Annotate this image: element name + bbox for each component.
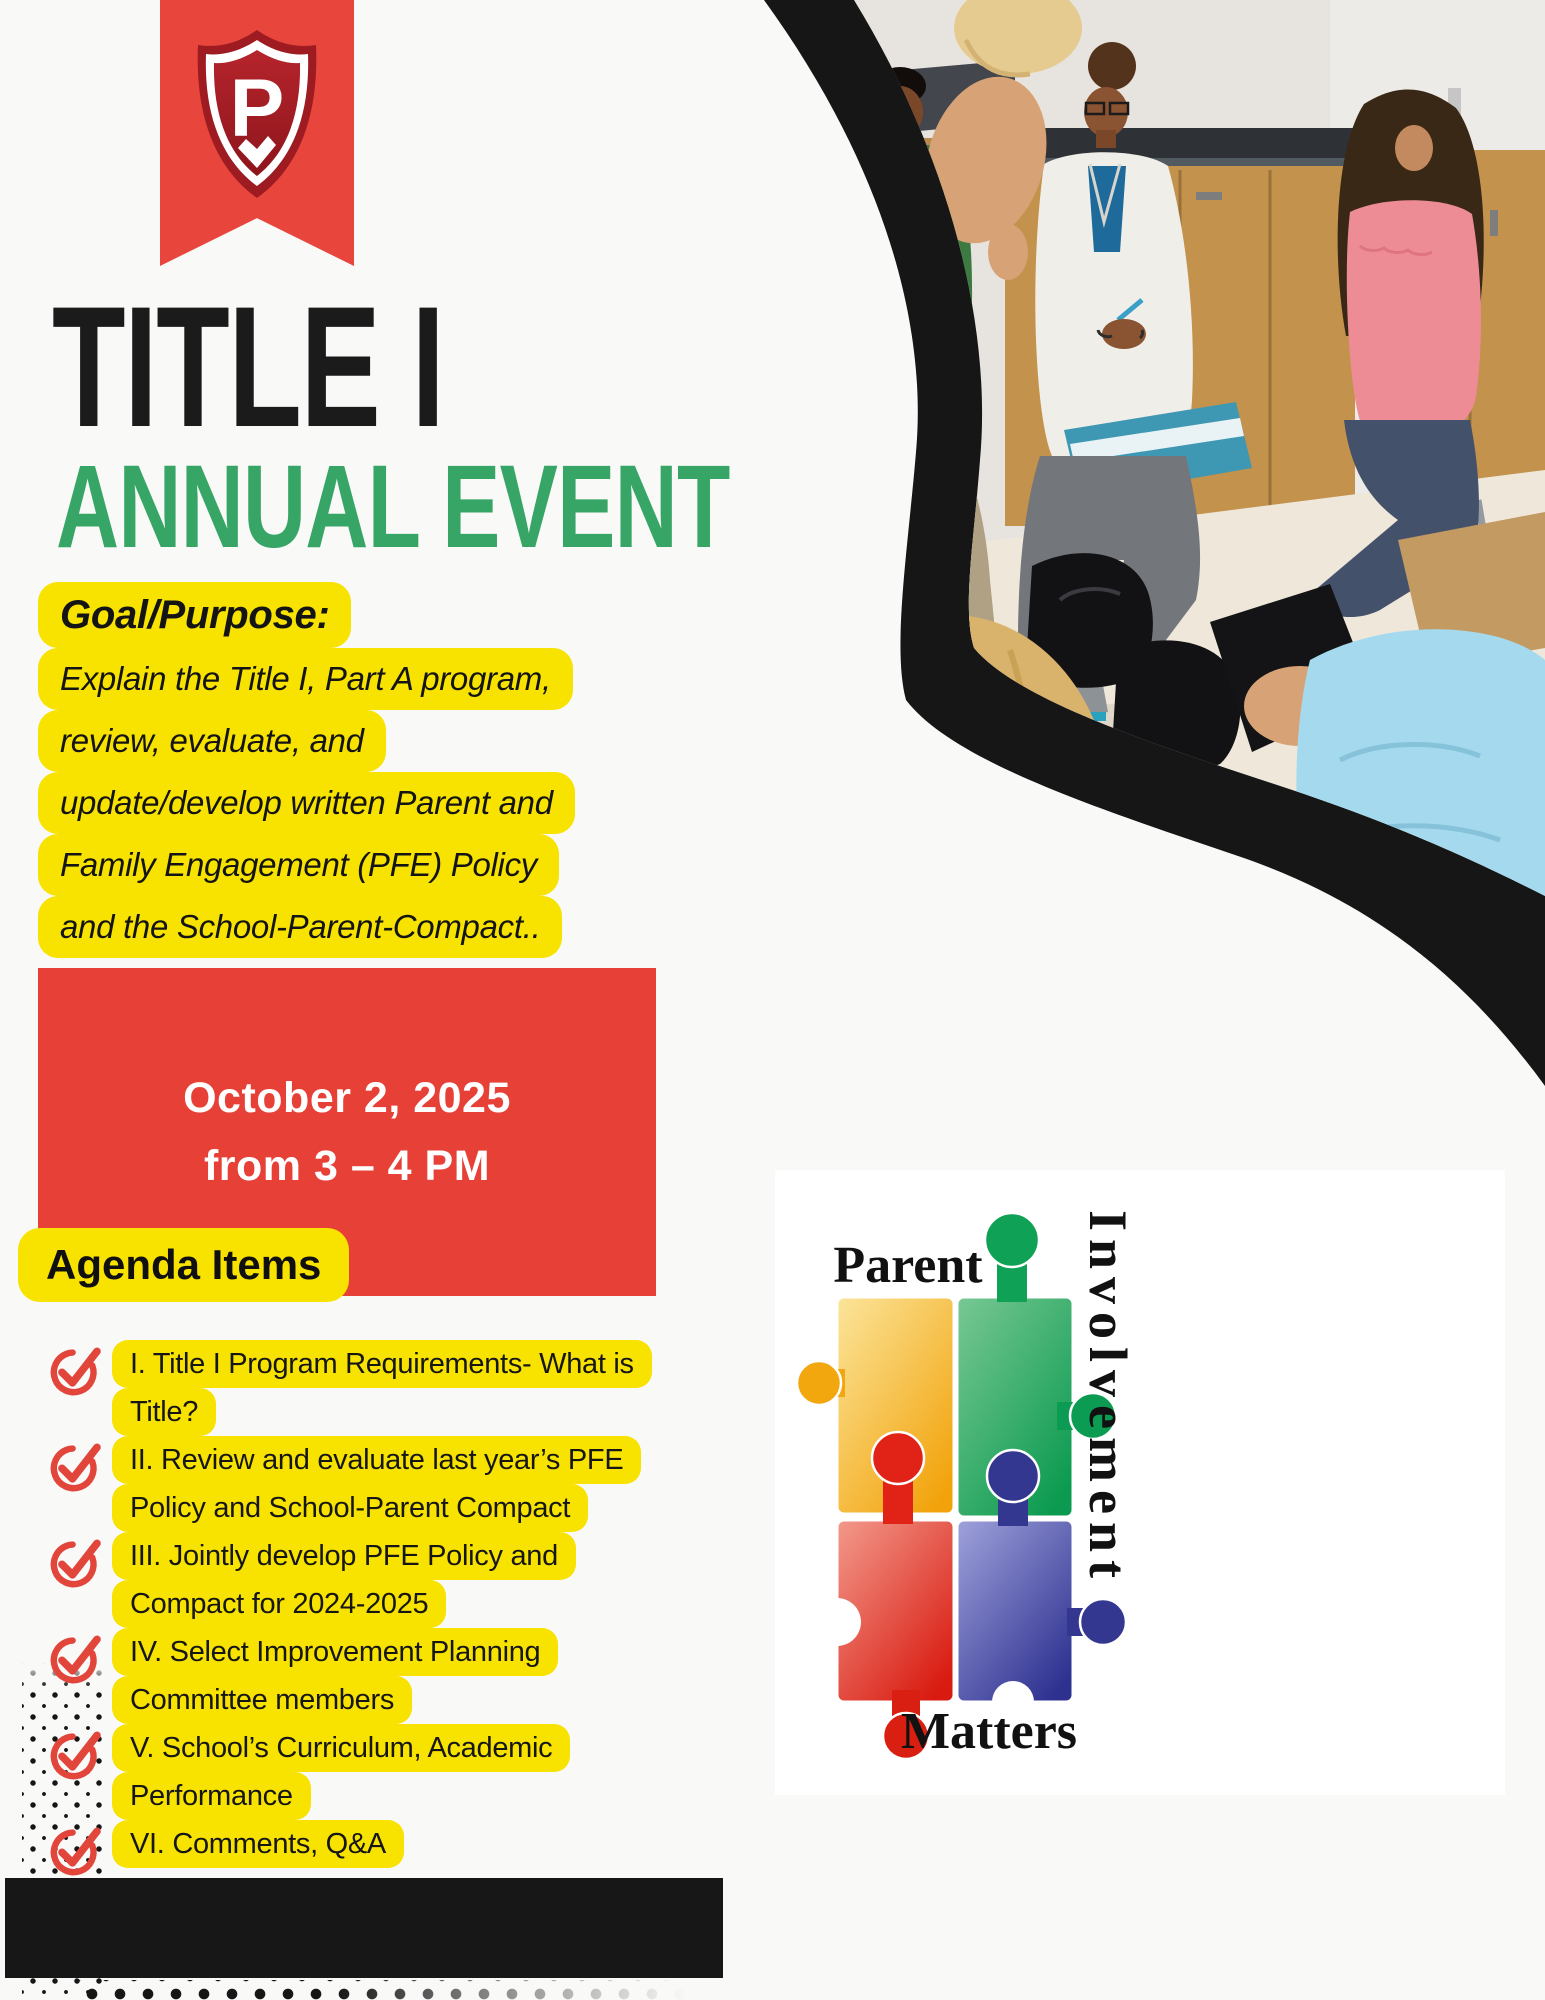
check-circle-icon xyxy=(48,1630,104,1686)
logo-letter: P xyxy=(229,63,285,154)
agenda-item xyxy=(48,1724,652,1820)
goal-line: and the School-Parent-Compact.. xyxy=(38,896,562,958)
agenda-line: Committee members xyxy=(112,1676,412,1724)
agenda-line: V. School’s Curriculum, Academic xyxy=(112,1724,570,1772)
agenda-heading: Agenda Items xyxy=(18,1228,349,1302)
agenda-line: VI. Comments, Q&A xyxy=(112,1820,404,1868)
event-date: October 2, 2025 xyxy=(183,1074,511,1122)
puzzle-word-right: Involvement xyxy=(1078,1210,1138,1586)
agenda-item xyxy=(48,1532,652,1628)
footer-bar xyxy=(5,1878,723,1978)
goal-line: update/develop written Parent and xyxy=(38,772,575,834)
check-circle-icon xyxy=(48,1822,104,1878)
puzzle-piece-blue xyxy=(957,1520,1073,1702)
goal-line: Explain the Title I, Part A program, xyxy=(38,648,573,710)
check-circle-icon xyxy=(48,1534,104,1590)
goal-line: review, evaluate, and xyxy=(38,710,386,772)
goal-purpose-block xyxy=(38,582,575,958)
agenda-line: Compact for 2024-2025 xyxy=(112,1580,446,1628)
agenda-line: III. Jointly develop PFE Policy and xyxy=(112,1532,576,1580)
check-circle-icon xyxy=(48,1438,104,1494)
goal-heading: Goal/Purpose: xyxy=(38,582,351,648)
agenda-item xyxy=(48,1436,652,1532)
puzzle-card xyxy=(775,1170,1505,1795)
puzzle-graphic xyxy=(775,1170,1505,1795)
shield-logo-icon xyxy=(191,26,323,202)
halftone-dots-bottom xyxy=(78,1980,718,2000)
agenda-line: II. Review and evaluate last year’s PFE xyxy=(112,1436,641,1484)
agenda-item xyxy=(48,1628,652,1724)
page-title: TITLE I xyxy=(52,271,444,463)
agenda-line: Title? xyxy=(112,1388,216,1436)
page-subtitle: ANNUAL EVENT xyxy=(56,441,730,573)
agenda-line: Policy and School-Parent Compact xyxy=(112,1484,588,1532)
agenda-item xyxy=(48,1820,652,1878)
event-time: from 3 – 4 PM xyxy=(203,1142,491,1190)
agenda-line: IV. Select Improvement Planning xyxy=(112,1628,558,1676)
agenda-list xyxy=(48,1340,652,1878)
puzzle-word-top: Parent xyxy=(833,1237,983,1294)
check-circle-icon xyxy=(48,1342,104,1398)
agenda-line: Performance xyxy=(112,1772,311,1820)
puzzle-word-bottom: Matters xyxy=(900,1703,1078,1760)
goal-line: Family Engagement (PFE) Policy xyxy=(38,834,559,896)
agenda-item xyxy=(48,1340,652,1436)
check-circle-icon xyxy=(48,1726,104,1782)
agenda-line: I. Title I Program Requirements- What is xyxy=(112,1340,652,1388)
